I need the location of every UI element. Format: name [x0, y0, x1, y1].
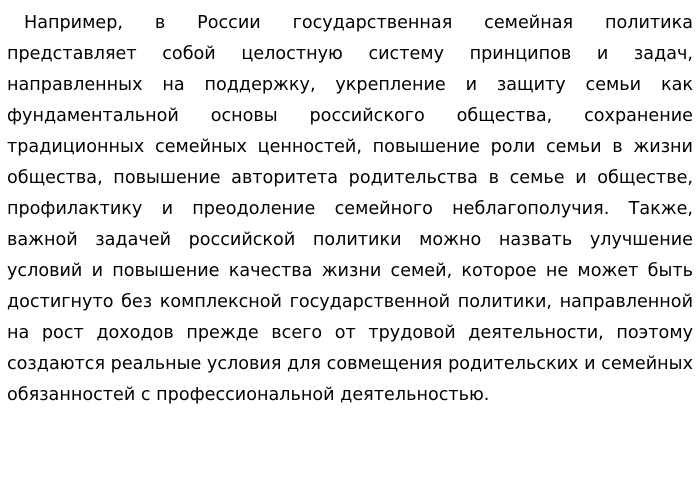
- body-paragraph: Например, в России государственная семейная политика представляет собой целостную систему принципов и задач, направленных на поддержку, укрепление и защиту семьи как фундаментальной основы российского общества, сохранение традиционных семейных ценностей, повышение роли семьи в жизни общества, повышение авторитета родительства в семье и обществе, профилактику и преодоление семейного неблагополучия. Также, важной задачей российской политики можно назвать улучшение условий и повышение качества жизни семей, которое не может быть достигнуто без комплексной государственной политики, направленной на рост доходов прежде всего от трудовой деятельности, поэтому создаются реальные условия для совмещения родительских и семейных обязанностей с профессиональной деятельностью.: [7, 13, 693, 405]
- document-body: [7, 8, 693, 411]
